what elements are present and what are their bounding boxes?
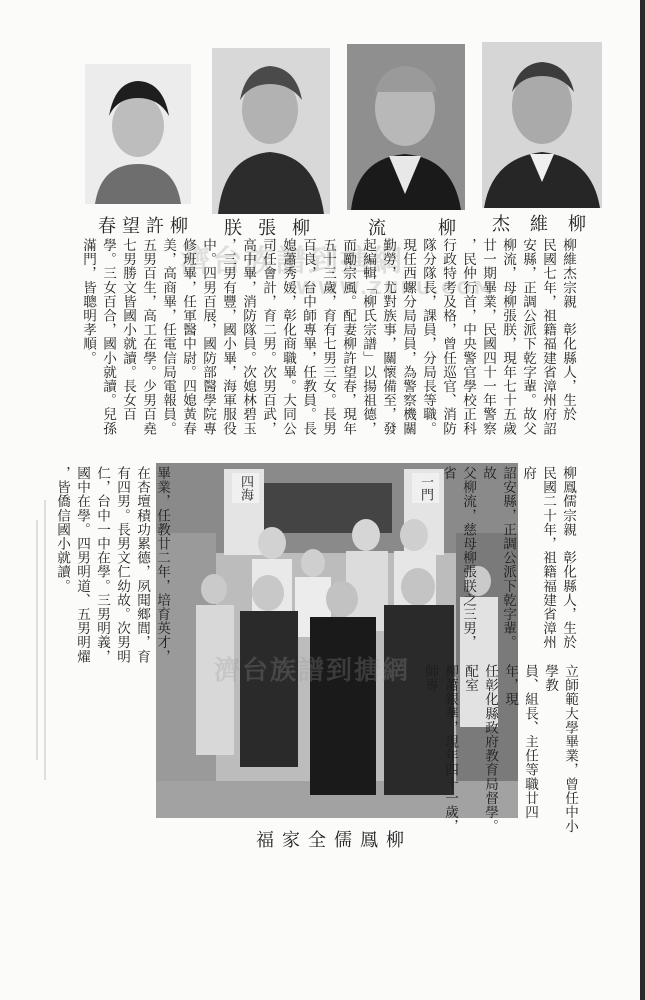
biography-liu-fengru-part1-column: 民國二十年，祖籍福建省漳州府 <box>520 466 556 650</box>
biography-liu-weijie-column: 民國七年，祖籍福建省漳州府詔 <box>540 238 556 436</box>
biography-liu-fengru-part3-column: 在杏壇積功累德，夙聞鄉閭，育 <box>134 466 150 664</box>
biography-liu-fengru-part3-column: 仁，台中一中在學。三男明義， <box>94 466 110 664</box>
watermark-english: WWW.ZUPU.COM <box>296 278 494 299</box>
door-sign-left: 四海 <box>232 473 259 503</box>
biography-liu-weijie-column: ，三男有豐，國小畢，海軍服役 <box>220 238 236 436</box>
biography-liu-weijie-column: 司任會計，育二男。次男百武， <box>260 238 276 436</box>
biography-liu-weijie-column: 高中畢，消防隊員。次媳林碧玉 <box>240 238 256 436</box>
watermark-chinese: 濟台族譜到搪網 <box>180 244 404 279</box>
caption-liu-liu: 柳流 <box>368 218 508 239</box>
biography-liu-weijie-column: 滿門，皆聰明孝順。 <box>80 238 96 365</box>
biography-liu-weijie-column: 而勵宗風。配妻柳許望春，現年 <box>340 238 356 436</box>
biography-liu-weijie-column: 百良，台中師專畢，任教員。長 <box>300 238 316 436</box>
biography-liu-weijie-column: 廿一期畢業，民國四十一年警察 <box>480 238 496 436</box>
caption-liu-zhang-zhen: 柳張朕 <box>224 218 326 239</box>
caption-liu-weijie: 柳維杰 <box>492 214 606 235</box>
biography-liu-fengru-part3 <box>52 466 172 746</box>
biography-liu-fengru-part1-column: 柳鳳儒宗親 彰化縣人，生於 <box>560 466 576 650</box>
door-sign-right: 一門 <box>412 473 439 503</box>
biography-liu-weijie-column: 修班畢，任軍醫中尉。四媳黃春 <box>180 238 196 436</box>
biography-liu-weijie-column: 中。四男百展，國防部醫學院專 <box>200 238 216 436</box>
biography-liu-weijie-column: 勤勞，尤對族事，關懷備至，發 <box>380 238 396 436</box>
portrait-photo-liu-weijie <box>482 42 602 208</box>
watermark-chinese-lower: 濟台族譜到搪網 <box>214 656 411 686</box>
biography-liu-weijie-column: 現任西螺分局局員，為警察機關 <box>400 238 416 436</box>
bleed-through-mark <box>36 520 38 760</box>
biography-liu-fengru-part3-column: 畢業，任教廿二年，培育英才， <box>154 466 170 664</box>
biography-liu-weijie-column: 隊分隊長，課員，分局長等職。 <box>420 238 436 436</box>
caption-family-photo: 柳鳳儒全家福 <box>256 830 412 851</box>
biography-liu-weijie-column: 美，高商畢，任電信局電報員。 <box>160 238 176 436</box>
biography-liu-weijie-column: 學。三女百合，國小就讀。兒孫 <box>100 238 116 436</box>
portrait-photo-liu-zhang-zhen <box>212 48 330 214</box>
biography-liu-fengru-part2-column: 柳蕭銀華，現年四十一歲，師專 <box>422 664 458 834</box>
biography-liu-weijie-column: 起編輯「柳氏宗譜」以揚祖德， <box>360 238 376 436</box>
biography-liu-fengru-part2-column: 任彰化縣政府教育局督學。配室 <box>462 664 498 834</box>
biography-liu-weijie-column: 安縣，正調公派下乾字輩。故父 <box>520 238 536 436</box>
biography-liu-fengru-part1-column: 詔安縣，正調公派下乾字輩。故 <box>480 466 516 650</box>
biography-liu-fengru-part3-column: 國中在學。四男明道、五男明燿 <box>74 466 90 664</box>
biography-liu-weijie-column: 行政特考及格，曾任巡官、消防 <box>440 238 456 436</box>
biography-liu-weijie-column: 五男百生，高工在學。少男百堯 <box>140 238 156 436</box>
biography-liu-fengru-part2-column: 員、組長、主任等職廿四年，現 <box>502 664 538 820</box>
biography-liu-weijie-column: 五十三歲，育有七男三女。長男 <box>320 238 336 436</box>
bleed-through-mark <box>44 500 46 780</box>
biography-liu-fengru-part1-column: 父柳流，慈母柳張朕之三男，省 <box>440 466 476 650</box>
biography-liu-fengru-part2 <box>420 664 580 840</box>
biography-liu-weijie-column: 柳維杰宗親 彰化縣人，生於 <box>560 238 576 422</box>
biography-liu-fengru-part1 <box>438 466 578 656</box>
biography-liu-fengru-part3-column: ，皆僑信國小就讀。 <box>54 466 70 593</box>
portrait-photo-liu-xu-wangchun <box>85 64 191 204</box>
biography-liu-weijie-column: ，民仲行首，中央警官學校正科 <box>460 238 476 436</box>
portrait-photo-liu-liu <box>347 44 465 210</box>
biography-liu-fengru-part3-column: 有四男。長男文仁幼故。次男明 <box>114 466 130 664</box>
biography-liu-weijie-column: 七男勝文皆國小就讀。長女百 <box>120 238 136 422</box>
biography-liu-fengru-part2-column: 立師範大學畢業，曾任中小學教 <box>542 664 578 834</box>
caption-liu-xu-wangchun: 柳許望春 <box>98 216 194 237</box>
biography-liu-weijie-column: 媳蕭秀媛，彰化商職畢。大同公 <box>280 238 296 436</box>
biography-liu-weijie-column: 柳流，母柳張朕，現年七十五歲 <box>500 238 516 436</box>
